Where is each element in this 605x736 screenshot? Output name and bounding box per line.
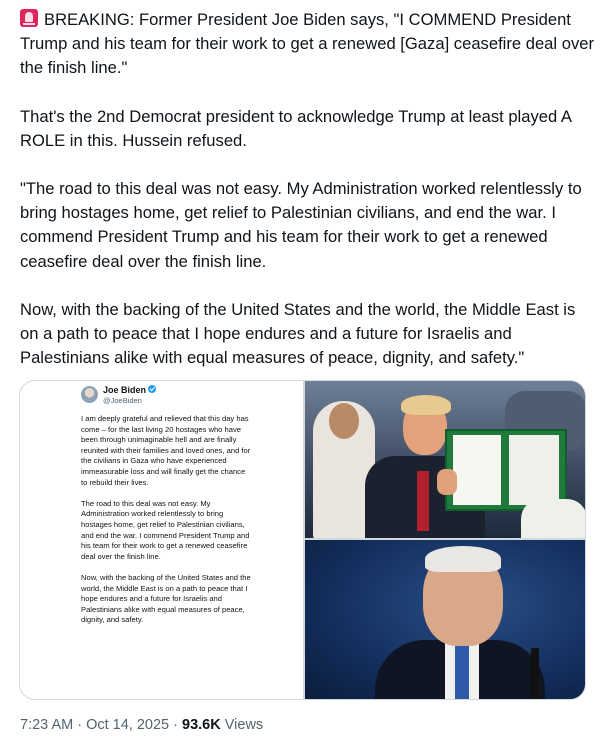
separator: ·	[169, 717, 183, 733]
tweet-paragraph-3: "The road to this deal was not easy. My Administration worked relentlessly to bring hostages home, get relief to Palestinian civilians, and end the war. I commend President Trump and his team for their work to get a renewed ceasefire deal over the finish line.	[20, 179, 582, 271]
tweet-paragraph-1: BREAKING: Former President Joe Biden says, "I COMMEND President Trump and his team for their work to get a renewed [Gaza] ceasefire deal over the finish line."	[20, 10, 594, 78]
embedded-paragraph-3: Now, with the backing of the United States and the world, the Middle East is on a path to peace that I hope endures and a future for Israelis and Palestinians alike with equal measures of peace, dignity, and safety.	[81, 572, 251, 625]
tweet-paragraph-4: Now, with the backing of the United States and the world, the Middle East is on a path to peace that I hope endures and a future for Israelis and Palestinians alike with equal measures of peace, dignity, and safety."	[20, 299, 576, 368]
microphone	[531, 648, 539, 699]
tweet-time[interactable]: 7:23 AM	[20, 717, 74, 733]
tweet-text	[20, 8, 595, 370]
tweet-meta	[20, 717, 263, 733]
signed-document-page-right	[509, 435, 559, 505]
portrait-hair	[425, 546, 501, 572]
background-person-head	[329, 403, 359, 439]
portrait-photo[interactable]	[305, 540, 586, 699]
verified-badge-icon	[148, 385, 156, 393]
presenter-tie	[417, 471, 429, 531]
flowers	[521, 499, 586, 538]
avatar	[81, 386, 98, 403]
embedded-tweet-body	[81, 414, 251, 636]
signing-photo[interactable]	[305, 381, 586, 538]
siren-icon	[20, 9, 38, 27]
hand	[437, 469, 457, 495]
embedded-author-name: Joe Biden	[103, 385, 156, 395]
signed-document-page	[453, 435, 501, 505]
embedded-paragraph-2: The road to this deal was not easy. My Administration worked relentlessly to bring hostages home, get relief to Palestinian civilians, and end the war. I commend President Trump and his team for their work to get a renewed ceasefire deal over the finish line.	[81, 498, 250, 561]
embedded-paragraph-1: I am deeply grateful and relieved that this day has come – for the last living 20 hostages who have been through unimaginable hell and are finally reunited with their families and loved ones, and for the civilians in Gaza who have experienced immeasurable loss and will finally get the chance to rebuild their lives.	[81, 414, 251, 487]
views-label: Views	[220, 717, 264, 733]
portrait-tie	[455, 646, 469, 699]
embedded-tweet-image[interactable]	[20, 381, 303, 699]
presenter-hair	[401, 395, 451, 415]
embedded-author-handle: @JoeBiden	[103, 396, 142, 405]
views-count: 93.6K	[182, 717, 221, 733]
separator: ·	[73, 717, 87, 733]
media-grid[interactable]	[19, 380, 586, 700]
tweet-paragraph-2: That's the 2nd Democrat president to acknowledge Trump at least played A ROLE in this. Hussein refused.	[20, 106, 572, 150]
tweet-date[interactable]: Oct 14, 2025	[86, 717, 170, 733]
